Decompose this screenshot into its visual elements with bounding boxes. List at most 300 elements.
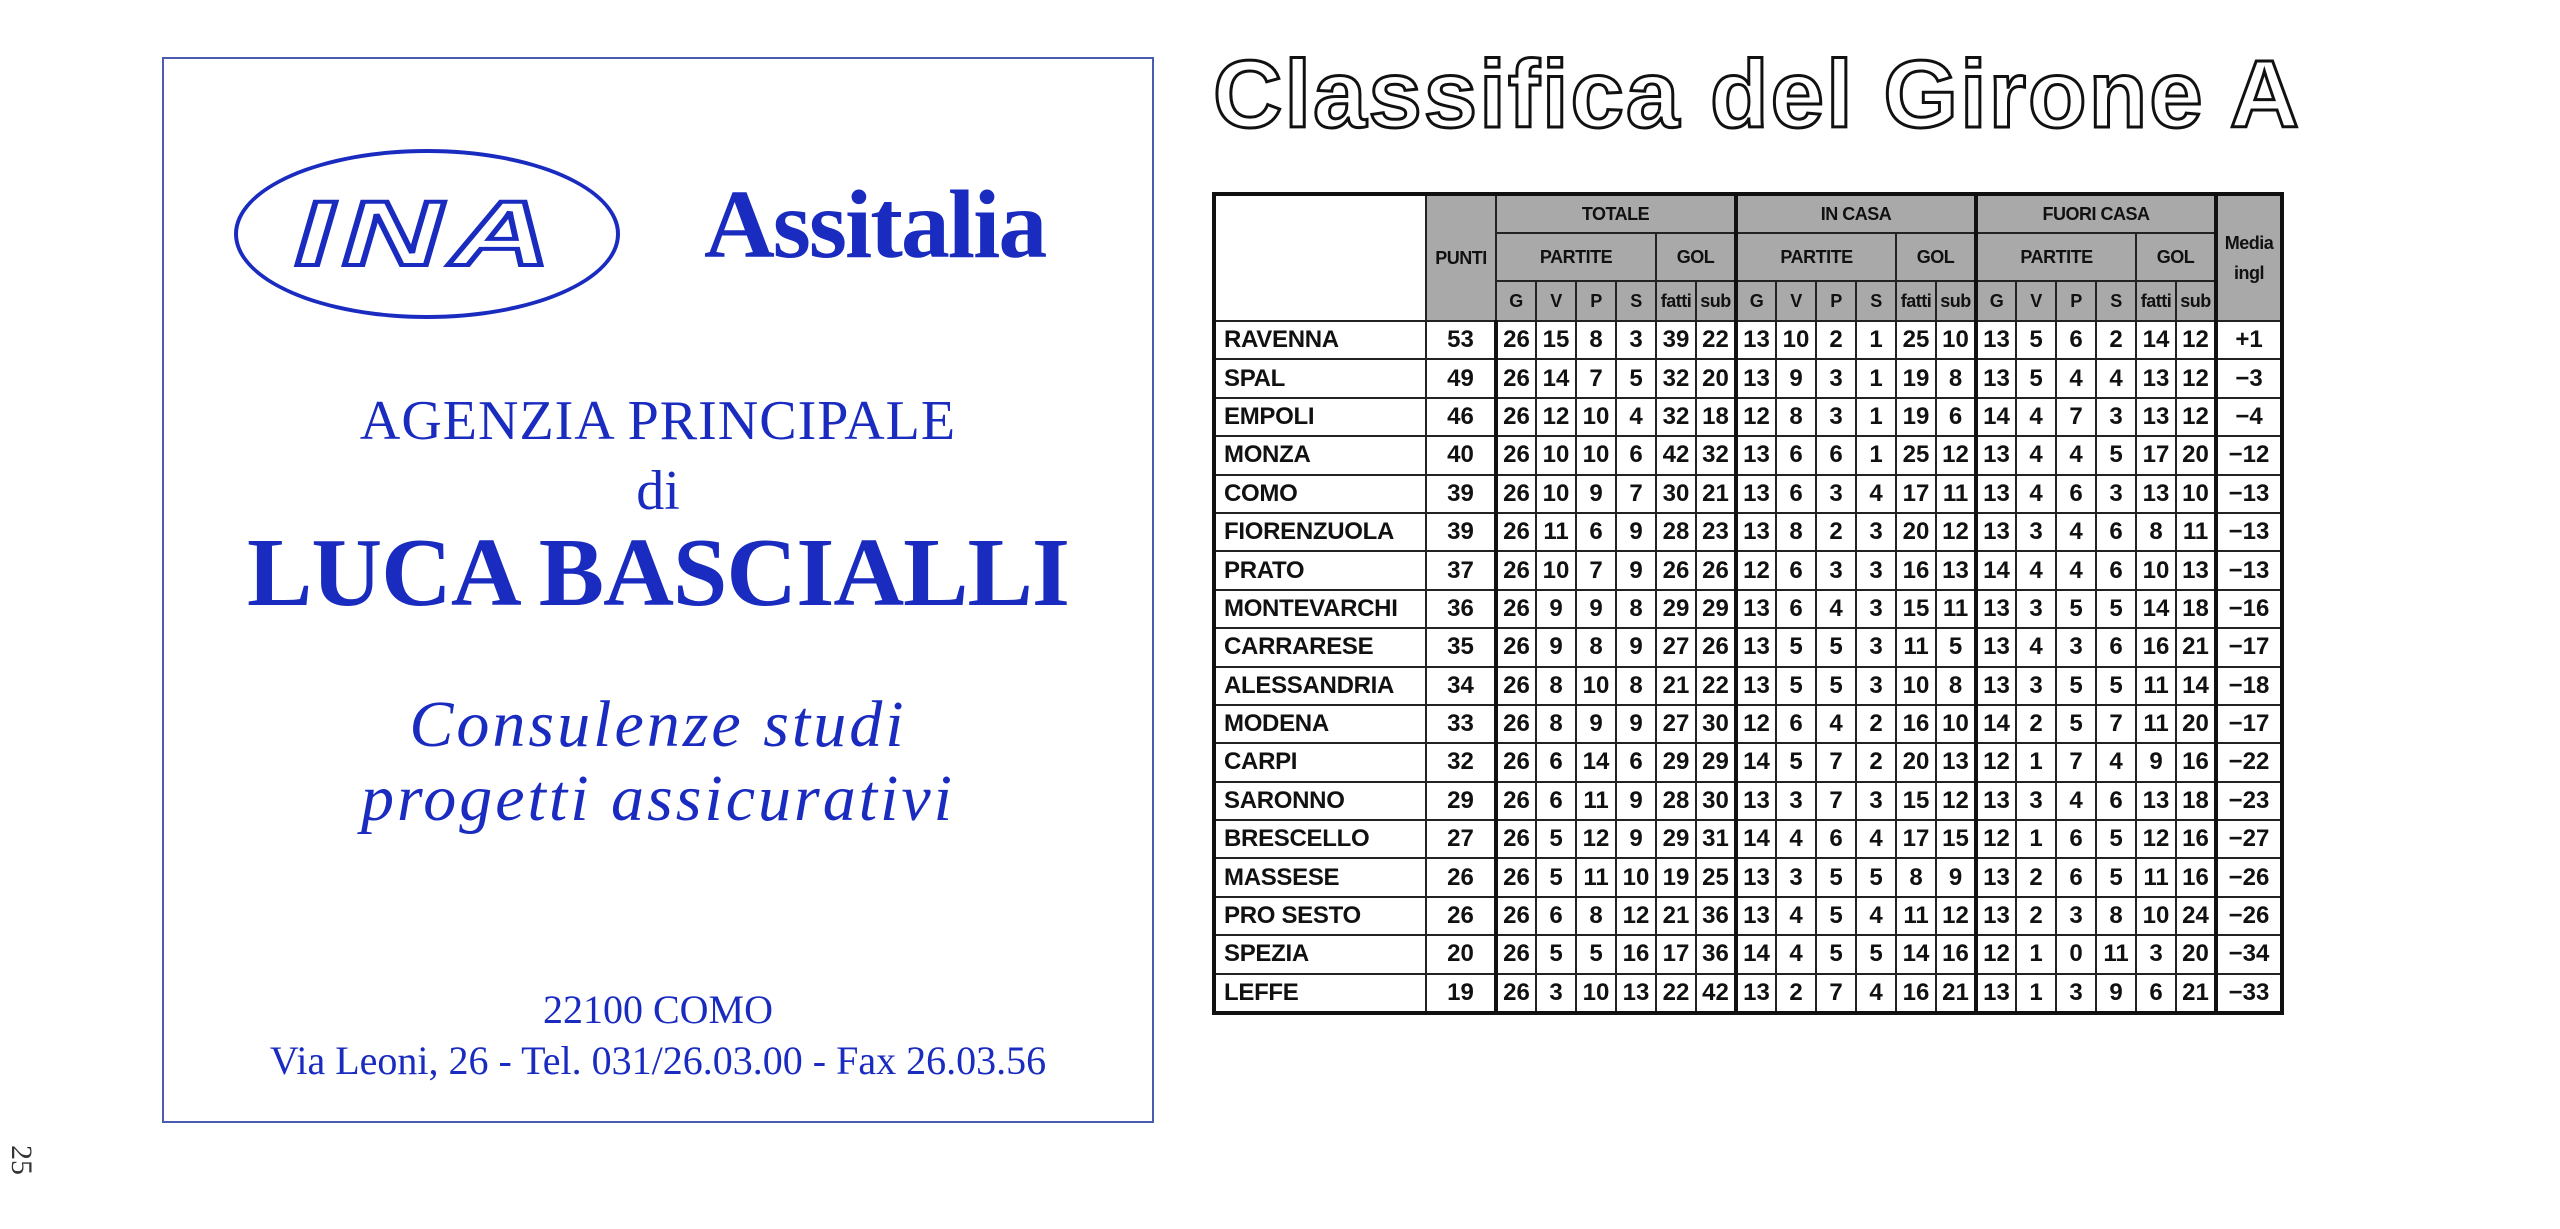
- media-inglese-cell: −17: [2216, 628, 2282, 666]
- team-name: MODENA: [1214, 705, 1426, 743]
- c-p-cell: 3: [1816, 551, 1856, 589]
- c-v-cell: 6: [1776, 590, 1816, 628]
- standings-row: [1214, 321, 2282, 359]
- header-media-inglese: Media ingl: [2216, 194, 2282, 321]
- c-g-cell: 12: [1736, 551, 1776, 589]
- f-g-cell: 13: [1976, 667, 2016, 705]
- standings-row: [1214, 436, 2282, 474]
- f-sub-cell: 16: [2176, 820, 2216, 858]
- t-sub-cell: 23: [1696, 513, 1736, 551]
- c-g-cell: 13: [1736, 974, 1776, 1013]
- f-s-cell: 3: [2096, 398, 2136, 436]
- t-sub-cell: 26: [1696, 628, 1736, 666]
- f-fatti-cell: 10: [2136, 897, 2176, 935]
- c-v-cell: 6: [1776, 705, 1816, 743]
- standings-row: [1214, 475, 2282, 513]
- t-fatti-cell: 28: [1656, 782, 1696, 820]
- media-inglese-cell: −16: [2216, 590, 2282, 628]
- t-g-cell: 26: [1496, 436, 1536, 474]
- f-s-cell: 11: [2096, 935, 2136, 973]
- f-sub-cell: 10: [2176, 475, 2216, 513]
- f-sub-cell: 16: [2176, 743, 2216, 781]
- t-v-cell: 6: [1536, 897, 1576, 935]
- t-p-cell: 10: [1576, 398, 1616, 436]
- media-inglese-cell: −27: [2216, 820, 2282, 858]
- t-v-cell: 8: [1536, 705, 1576, 743]
- f-sub-cell: 24: [2176, 897, 2216, 935]
- t-fatti-cell: 19: [1656, 858, 1696, 896]
- t-s-cell: 9: [1616, 513, 1656, 551]
- agency-di: di: [636, 460, 680, 522]
- c-g-cell: 13: [1736, 858, 1776, 896]
- f-s-cell: 8: [2096, 897, 2136, 935]
- c-s-cell: 3: [1856, 667, 1896, 705]
- header-p: P: [2056, 281, 2096, 321]
- t-s-cell: 9: [1616, 628, 1656, 666]
- t-p-cell: 11: [1576, 858, 1616, 896]
- team-name: FIORENZUOLA: [1214, 513, 1426, 551]
- c-p-cell: 2: [1816, 513, 1856, 551]
- t-g-cell: 26: [1496, 359, 1536, 397]
- standings-row: [1214, 820, 2282, 858]
- t-sub-cell: 36: [1696, 897, 1736, 935]
- team-name: EMPOLI: [1214, 398, 1426, 436]
- f-v-cell: 5: [2016, 359, 2056, 397]
- team-name: SPAL: [1214, 359, 1426, 397]
- header-v: V: [1776, 281, 1816, 321]
- c-g-cell: 13: [1736, 628, 1776, 666]
- points-cell: 33: [1426, 705, 1496, 743]
- t-v-cell: 12: [1536, 398, 1576, 436]
- media-inglese-cell: −18: [2216, 667, 2282, 705]
- f-g-cell: 14: [1976, 705, 2016, 743]
- media-inglese-cell: −4: [2216, 398, 2282, 436]
- points-cell: 37: [1426, 551, 1496, 589]
- team-name: ALESSANDRIA: [1214, 667, 1426, 705]
- services-line-1: Consulenze studi: [409, 688, 907, 761]
- f-g-cell: 13: [1976, 359, 2016, 397]
- t-sub-cell: 20: [1696, 359, 1736, 397]
- f-s-cell: 5: [2096, 590, 2136, 628]
- f-fatti-cell: 17: [2136, 436, 2176, 474]
- c-sub-cell: 8: [1936, 667, 1976, 705]
- f-fatti-cell: 11: [2136, 858, 2176, 896]
- t-sub-cell: 36: [1696, 935, 1736, 973]
- standings-row: [1214, 743, 2282, 781]
- t-s-cell: 7: [1616, 475, 1656, 513]
- points-cell: 26: [1426, 858, 1496, 896]
- t-fatti-cell: 26: [1656, 551, 1696, 589]
- header-fatti: fatti: [1656, 281, 1696, 321]
- t-g-cell: 26: [1496, 321, 1536, 359]
- points-cell: 39: [1426, 513, 1496, 551]
- t-sub-cell: 29: [1696, 590, 1736, 628]
- header-p: P: [1816, 281, 1856, 321]
- f-sub-cell: 12: [2176, 359, 2216, 397]
- f-fatti-cell: 12: [2136, 820, 2176, 858]
- t-fatti-cell: 28: [1656, 513, 1696, 551]
- f-g-cell: 12: [1976, 820, 2016, 858]
- c-p-cell: 5: [1816, 858, 1856, 896]
- points-cell: 40: [1426, 436, 1496, 474]
- header-partite: PARTITE: [1976, 233, 2136, 281]
- f-sub-cell: 12: [2176, 398, 2216, 436]
- c-fatti-cell: 16: [1896, 551, 1936, 589]
- f-p-cell: 5: [2056, 590, 2096, 628]
- points-cell: 39: [1426, 475, 1496, 513]
- f-v-cell: 4: [2016, 628, 2056, 666]
- f-v-cell: 3: [2016, 590, 2056, 628]
- t-sub-cell: 30: [1696, 782, 1736, 820]
- c-sub-cell: 12: [1936, 897, 1976, 935]
- f-fatti-cell: 14: [2136, 321, 2176, 359]
- f-s-cell: 4: [2096, 743, 2136, 781]
- c-fatti-cell: 10: [1896, 667, 1936, 705]
- team-name: CARRARESE: [1214, 628, 1426, 666]
- t-p-cell: 14: [1576, 743, 1616, 781]
- t-g-cell: 26: [1496, 705, 1536, 743]
- t-p-cell: 11: [1576, 782, 1616, 820]
- points-cell: 53: [1426, 321, 1496, 359]
- f-p-cell: 6: [2056, 858, 2096, 896]
- c-sub-cell: 12: [1936, 513, 1976, 551]
- c-fatti-cell: 15: [1896, 590, 1936, 628]
- standings-row: [1214, 858, 2282, 896]
- c-sub-cell: 11: [1936, 475, 1976, 513]
- f-s-cell: 4: [2096, 359, 2136, 397]
- f-p-cell: 3: [2056, 628, 2096, 666]
- c-sub-cell: 12: [1936, 436, 1976, 474]
- c-fatti-cell: 15: [1896, 782, 1936, 820]
- team-name: MONZA: [1214, 436, 1426, 474]
- t-sub-cell: 22: [1696, 321, 1736, 359]
- t-p-cell: 10: [1576, 974, 1616, 1013]
- c-g-cell: 13: [1736, 782, 1776, 820]
- t-fatti-cell: 22: [1656, 974, 1696, 1013]
- t-g-cell: 26: [1496, 667, 1536, 705]
- c-g-cell: 13: [1736, 590, 1776, 628]
- points-cell: 32: [1426, 743, 1496, 781]
- c-s-cell: 5: [1856, 935, 1896, 973]
- t-s-cell: 9: [1616, 551, 1656, 589]
- t-p-cell: 9: [1576, 590, 1616, 628]
- c-v-cell: 3: [1776, 858, 1816, 896]
- t-s-cell: 9: [1616, 782, 1656, 820]
- f-s-cell: 6: [2096, 628, 2136, 666]
- f-fatti-cell: 14: [2136, 590, 2176, 628]
- c-fatti-cell: 11: [1896, 628, 1936, 666]
- f-fatti-cell: 13: [2136, 398, 2176, 436]
- assitalia-logo: Assitalia: [704, 171, 1046, 279]
- t-v-cell: 5: [1536, 858, 1576, 896]
- c-g-cell: 13: [1736, 667, 1776, 705]
- c-s-cell: 3: [1856, 513, 1896, 551]
- t-p-cell: 8: [1576, 897, 1616, 935]
- f-p-cell: 5: [2056, 705, 2096, 743]
- f-v-cell: 4: [2016, 551, 2056, 589]
- f-v-cell: 4: [2016, 475, 2056, 513]
- f-fatti-cell: 13: [2136, 359, 2176, 397]
- f-sub-cell: 16: [2176, 858, 2216, 896]
- t-sub-cell: 31: [1696, 820, 1736, 858]
- c-g-cell: 12: [1736, 398, 1776, 436]
- c-v-cell: 4: [1776, 897, 1816, 935]
- t-v-cell: 6: [1536, 743, 1576, 781]
- team-name: BRESCELLO: [1214, 820, 1426, 858]
- team-name: COMO: [1214, 475, 1426, 513]
- f-p-cell: 3: [2056, 897, 2096, 935]
- t-fatti-cell: 29: [1656, 820, 1696, 858]
- f-p-cell: 7: [2056, 398, 2096, 436]
- standings-row: [1214, 897, 2282, 935]
- t-fatti-cell: 30: [1656, 475, 1696, 513]
- c-p-cell: 3: [1816, 475, 1856, 513]
- t-g-cell: 26: [1496, 820, 1536, 858]
- c-sub-cell: 6: [1936, 398, 1976, 436]
- t-sub-cell: 32: [1696, 436, 1736, 474]
- points-cell: 46: [1426, 398, 1496, 436]
- standings-table: [1212, 192, 2284, 1015]
- c-s-cell: 2: [1856, 743, 1896, 781]
- t-fatti-cell: 39: [1656, 321, 1696, 359]
- f-s-cell: 3: [2096, 475, 2136, 513]
- c-g-cell: 13: [1736, 359, 1776, 397]
- f-sub-cell: 14: [2176, 667, 2216, 705]
- t-v-cell: 10: [1536, 475, 1576, 513]
- c-p-cell: 6: [1816, 436, 1856, 474]
- c-fatti-cell: 19: [1896, 398, 1936, 436]
- f-g-cell: 12: [1976, 743, 2016, 781]
- points-cell: 34: [1426, 667, 1496, 705]
- standings-row: [1214, 359, 2282, 397]
- t-g-cell: 26: [1496, 782, 1536, 820]
- header-g: G: [1736, 281, 1776, 321]
- t-g-cell: 26: [1496, 513, 1536, 551]
- c-s-cell: 1: [1856, 321, 1896, 359]
- team-name: MASSESE: [1214, 858, 1426, 896]
- c-fatti-cell: 17: [1896, 820, 1936, 858]
- c-s-cell: 5: [1856, 858, 1896, 896]
- c-v-cell: 8: [1776, 398, 1816, 436]
- f-s-cell: 5: [2096, 436, 2136, 474]
- media-inglese-cell: −26: [2216, 897, 2282, 935]
- standings-row: [1214, 628, 2282, 666]
- t-v-cell: 9: [1536, 628, 1576, 666]
- t-p-cell: 10: [1576, 436, 1616, 474]
- f-s-cell: 9: [2096, 974, 2136, 1013]
- c-fatti-cell: 11: [1896, 897, 1936, 935]
- header-punti: PUNTI: [1426, 194, 1496, 321]
- c-g-cell: 14: [1736, 820, 1776, 858]
- c-v-cell: 6: [1776, 551, 1816, 589]
- c-v-cell: 3: [1776, 782, 1816, 820]
- c-p-cell: 5: [1816, 935, 1856, 973]
- header-g: G: [1496, 281, 1536, 321]
- f-v-cell: 4: [2016, 436, 2056, 474]
- f-sub-cell: 20: [2176, 935, 2216, 973]
- header-s: S: [1616, 281, 1656, 321]
- media-inglese-cell: −26: [2216, 858, 2282, 896]
- c-g-cell: 13: [1736, 436, 1776, 474]
- c-fatti-cell: 17: [1896, 475, 1936, 513]
- header-in-casa: IN CASA: [1736, 194, 1976, 233]
- c-s-cell: 1: [1856, 359, 1896, 397]
- media-inglese-cell: +1: [2216, 321, 2282, 359]
- c-sub-cell: 16: [1936, 935, 1976, 973]
- c-v-cell: 6: [1776, 475, 1816, 513]
- c-fatti-cell: 8: [1896, 858, 1936, 896]
- f-s-cell: 7: [2096, 705, 2136, 743]
- f-v-cell: 2: [2016, 858, 2056, 896]
- header-fatti: fatti: [1896, 281, 1936, 321]
- t-v-cell: 15: [1536, 321, 1576, 359]
- c-sub-cell: 13: [1936, 551, 1976, 589]
- t-g-cell: 26: [1496, 743, 1536, 781]
- f-v-cell: 2: [2016, 705, 2056, 743]
- f-g-cell: 13: [1976, 513, 2016, 551]
- team-name: RAVENNA: [1214, 321, 1426, 359]
- f-sub-cell: 20: [2176, 436, 2216, 474]
- c-sub-cell: 12: [1936, 782, 1976, 820]
- t-fatti-cell: 27: [1656, 628, 1696, 666]
- team-name: SARONNO: [1214, 782, 1426, 820]
- f-fatti-cell: 6: [2136, 974, 2176, 1013]
- standings-row: [1214, 513, 2282, 551]
- team-name: PRO SESTO: [1214, 897, 1426, 935]
- c-v-cell: 5: [1776, 628, 1816, 666]
- t-s-cell: 6: [1616, 436, 1656, 474]
- f-p-cell: 6: [2056, 475, 2096, 513]
- team-name: LEFFE: [1214, 974, 1426, 1013]
- f-sub-cell: 11: [2176, 513, 2216, 551]
- c-s-cell: 3: [1856, 628, 1896, 666]
- c-s-cell: 4: [1856, 820, 1896, 858]
- t-g-cell: 26: [1496, 628, 1536, 666]
- c-p-cell: 7: [1816, 782, 1856, 820]
- f-fatti-cell: 9: [2136, 743, 2176, 781]
- points-cell: 49: [1426, 359, 1496, 397]
- ina-assitalia-advertisement: [162, 57, 1154, 1123]
- f-p-cell: 7: [2056, 743, 2096, 781]
- f-fatti-cell: 10: [2136, 551, 2176, 589]
- t-sub-cell: 29: [1696, 743, 1736, 781]
- c-fatti-cell: 19: [1896, 359, 1936, 397]
- f-g-cell: 13: [1976, 974, 2016, 1013]
- t-s-cell: 9: [1616, 820, 1656, 858]
- contact-address: Via Leoni, 26 - Tel. 031/26.03.00 - Fax 26.03.56: [269, 1038, 1047, 1083]
- f-g-cell: 13: [1976, 858, 2016, 896]
- c-v-cell: 5: [1776, 667, 1816, 705]
- header-s: S: [1856, 281, 1896, 321]
- t-g-cell: 26: [1496, 974, 1536, 1013]
- t-s-cell: 12: [1616, 897, 1656, 935]
- f-p-cell: 4: [2056, 782, 2096, 820]
- c-v-cell: 2: [1776, 974, 1816, 1013]
- f-s-cell: 2: [2096, 321, 2136, 359]
- page-number: 25: [5, 1145, 38, 1175]
- t-s-cell: 6: [1616, 743, 1656, 781]
- points-cell: 35: [1426, 628, 1496, 666]
- t-v-cell: 14: [1536, 359, 1576, 397]
- team-name: MONTEVARCHI: [1214, 590, 1426, 628]
- c-fatti-cell: 20: [1896, 513, 1936, 551]
- standings-body: [1214, 321, 2282, 1013]
- standings-row: [1214, 935, 2282, 973]
- c-fatti-cell: 25: [1896, 321, 1936, 359]
- standings-row: [1214, 782, 2282, 820]
- media-inglese-cell: −13: [2216, 513, 2282, 551]
- header-s: S: [2096, 281, 2136, 321]
- t-sub-cell: 26: [1696, 551, 1736, 589]
- f-p-cell: 6: [2056, 820, 2096, 858]
- f-g-cell: 13: [1976, 628, 2016, 666]
- c-p-cell: 7: [1816, 743, 1856, 781]
- c-sub-cell: 9: [1936, 858, 1976, 896]
- header-sub: sub: [1696, 281, 1736, 321]
- standings-row: [1214, 667, 2282, 705]
- ina-logo: [234, 149, 620, 319]
- media-inglese-cell: −33: [2216, 974, 2282, 1013]
- f-s-cell: 6: [2096, 782, 2136, 820]
- c-sub-cell: 10: [1936, 705, 1976, 743]
- f-p-cell: 4: [2056, 436, 2096, 474]
- t-s-cell: 8: [1616, 667, 1656, 705]
- f-v-cell: 3: [2016, 782, 2056, 820]
- header-partite: PARTITE: [1496, 233, 1656, 281]
- c-s-cell: 3: [1856, 590, 1896, 628]
- f-s-cell: 6: [2096, 513, 2136, 551]
- t-fatti-cell: 21: [1656, 897, 1696, 935]
- t-s-cell: 13: [1616, 974, 1656, 1013]
- ina-logo-text: INA: [294, 182, 560, 285]
- f-g-cell: 13: [1976, 590, 2016, 628]
- t-sub-cell: 22: [1696, 667, 1736, 705]
- t-sub-cell: 42: [1696, 974, 1736, 1013]
- f-g-cell: 13: [1976, 897, 2016, 935]
- header-v: V: [2016, 281, 2056, 321]
- c-fatti-cell: 25: [1896, 436, 1936, 474]
- t-v-cell: 5: [1536, 935, 1576, 973]
- team-name: SPEZIA: [1214, 935, 1426, 973]
- c-v-cell: 5: [1776, 743, 1816, 781]
- header-gol: GOL: [2136, 233, 2216, 281]
- t-s-cell: 10: [1616, 858, 1656, 896]
- media-inglese-cell: −17: [2216, 705, 2282, 743]
- f-g-cell: 13: [1976, 475, 2016, 513]
- c-g-cell: 13: [1736, 897, 1776, 935]
- services-line-2: progetti assicurativi: [360, 762, 956, 835]
- t-g-cell: 26: [1496, 398, 1536, 436]
- f-g-cell: 13: [1976, 436, 2016, 474]
- c-sub-cell: 5: [1936, 628, 1976, 666]
- t-g-cell: 26: [1496, 551, 1536, 589]
- c-p-cell: 5: [1816, 628, 1856, 666]
- c-s-cell: 4: [1856, 897, 1896, 935]
- c-s-cell: 4: [1856, 974, 1896, 1013]
- f-v-cell: 5: [2016, 321, 2056, 359]
- header-gol: GOL: [1656, 233, 1736, 281]
- f-sub-cell: 13: [2176, 551, 2216, 589]
- f-s-cell: 5: [2096, 667, 2136, 705]
- c-s-cell: 1: [1856, 398, 1896, 436]
- header-sub: sub: [1936, 281, 1976, 321]
- f-p-cell: 4: [2056, 513, 2096, 551]
- t-sub-cell: 21: [1696, 475, 1736, 513]
- c-fatti-cell: 14: [1896, 935, 1936, 973]
- header-fatti: fatti: [2136, 281, 2176, 321]
- c-p-cell: 4: [1816, 590, 1856, 628]
- t-v-cell: 9: [1536, 590, 1576, 628]
